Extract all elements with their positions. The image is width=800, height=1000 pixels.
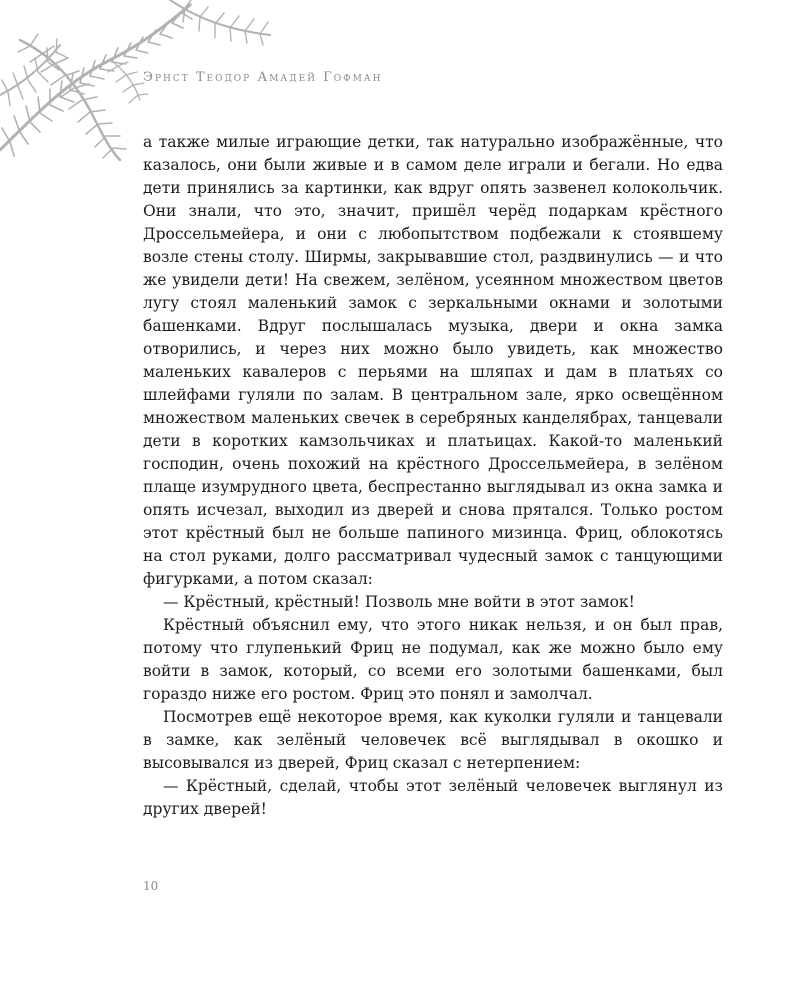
paragraph: Крёстный объяснил ему, что этого никак нельзя, и он был прав, потому что глупенький Фриц не подумал, как же можно было ему войти в замок, который, со всеми его золотыми башенками, был гораздо ниже его ростом. Фриц это понял и замолчал. (143, 616, 723, 703)
body-text (143, 131, 723, 821)
paragraph: Посмотрев ещё некоторое время, как куколки гуляли и танцевали в замке, как зелёный человечек всё выглядывал в окошко и высовывался из дверей, Фриц сказал с нетерпением: (143, 708, 723, 772)
paragraph: — Крёстный, крёстный! Позволь мне войти в этот замок! (163, 593, 635, 611)
running-head: Эрнст Теодор Амадей Гофман (143, 70, 383, 85)
paragraph: а также милые играющие детки, так натурально изображённые, что казалось, они были живые и в самом деле играли и бегали. Но едва дети принялись за картинки, как вдруг опять зазвенел колокольчик. Они знали, что это, значит, пришёл черёд подаркам крёстного Дроссельмейера, и они с любопытством подбежали к стоявшему возле стены столу. Ширмы, закрывавшие стол, раздвинулись — и что же увидели дети! На свежем, зелёном, усеянном множеством цветов лугу стоял маленький замок с зеркальными окнами и золотыми башенками. Вдруг послышалась музыка, двери и окна замка отворились, и через них можно было увидеть, как множество маленьких кавалеров с перьями на шляпах и дам в платьях со шлейфами гуляли по залам. В центральном зале, ярко освещённом множеством маленьких свечек в серебряных канделябрах, танцевали дети в коротких камзольчиках и платьицах. Какой-то маленький господин, очень похожий на крёстного Дроссельмейера, в зелёном плаще изумрудного цвета, беспрестанно выглядывал из окна замка и опять исчезал, выходил из дверей и снова прятался. Только ростом этот крёстный был не больше папиного мизинца. Фриц, облокотясь на стол руками, долго рассматривал чудесный замок с танцующими фигурками, а потом сказал: (143, 133, 723, 588)
paragraph: — Крёстный, сделай, чтобы этот зелёный человечек выглянул из других дверей! (143, 777, 723, 818)
page-number: 10 (143, 879, 159, 893)
